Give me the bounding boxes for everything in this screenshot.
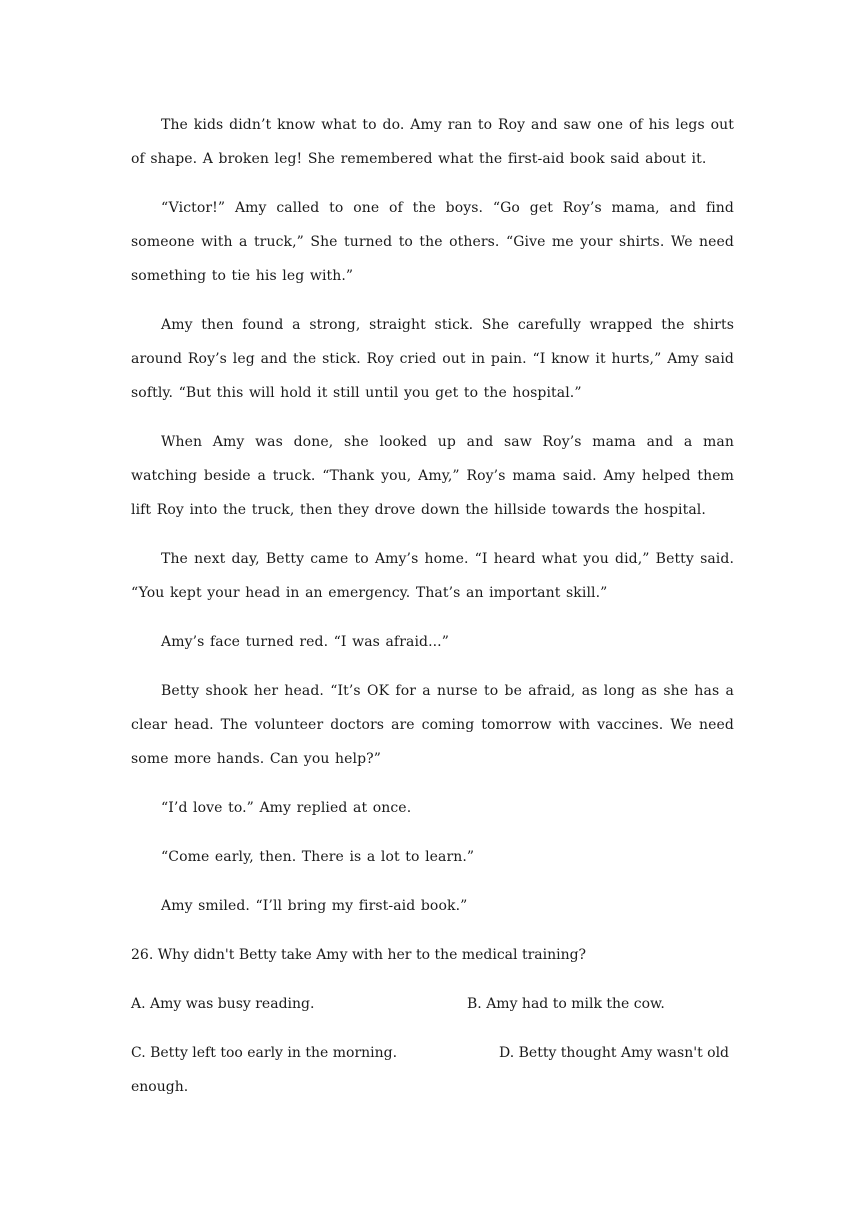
passage-paragraph-1: The kids didn’t know what to do. Amy ran to Roy and saw one of his legs out of shape. A broken leg! She remembered what the first-aid book said about it. — [131, 117, 734, 167]
passage-paragraph-4: When Amy was done, she looked up and saw Roy’s mama and a man watching beside a truck. “Thank you, Amy,” Roy’s mama said. Amy helped them lift Roy into the truck, then they drove down the hillside towards the hospital. — [131, 434, 734, 518]
options-row-2 — [131, 1036, 734, 1104]
passage-paragraph-7: Betty shook her head. “It’s OK for a nurse to be afraid, as long as she has a clear head. The volunteer doctors are coming tomorrow with vaccines. We need some more hands. Can you help?” — [131, 683, 734, 767]
passage-paragraph-2: “Victor!” Amy called to one of the boys. “Go get Roy’s mama, and find someone with a truck,” She turned to the others. “Give me your shirts. We need something to tie his leg with.” — [131, 200, 734, 284]
passage-paragraph-3: Amy then found a strong, straight stick. She carefully wrapped the shirts around Roy’s leg and the stick. Roy cried out in pain. “I know it hurts,” Amy said softly. “But this will hold it still until you get to the hospital.” — [131, 317, 734, 401]
passage-paragraph-9: “Come early, then. There is a lot to learn.” — [161, 849, 475, 865]
option-c: C. Betty left too early in the morning. — [131, 1045, 398, 1061]
passage-paragraph-6: Amy’s face turned red. “I was afraid...” — [161, 634, 449, 650]
question-stem: 26. Why didn't Betty take Amy with her to the medical training? — [131, 947, 587, 963]
passage-paragraph-5: The next day, Betty came to Amy’s home. “I heard what you did,” Betty said. “You kept your head in an emergency. That’s an important skill.” — [131, 551, 734, 601]
document-page — [131, 108, 734, 1104]
option-b: B. Amy had to milk the cow. — [467, 996, 665, 1012]
option-a: A. Amy was busy reading. — [131, 996, 315, 1012]
options-row-1 — [131, 987, 734, 1021]
option-d: D. Betty thought Amy wasn't old enough. — [131, 1045, 730, 1095]
passage-paragraph-8: “I’d love to.” Amy replied at once. — [161, 800, 412, 816]
passage-paragraph-10: Amy smiled. “I’ll bring my first-aid book.” — [161, 898, 468, 914]
